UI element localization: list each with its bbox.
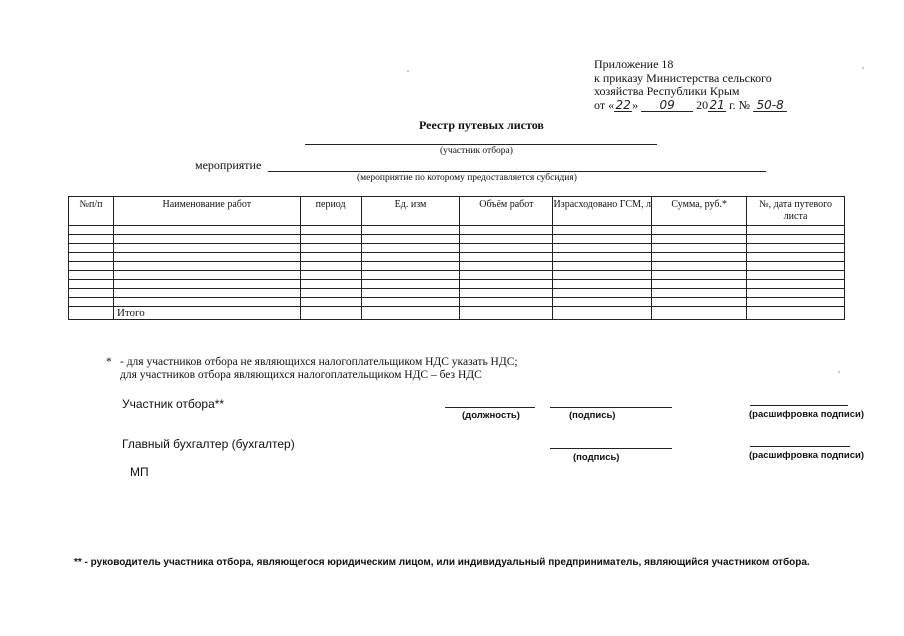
stamp-placeholder: МП <box>130 465 149 479</box>
order-reference: к приказу Министерства сельского <box>594 70 772 85</box>
table-row <box>69 262 845 271</box>
participant-signature-line <box>550 407 672 408</box>
column-header: Наименование работ <box>113 197 300 226</box>
appendix-header <box>594 58 787 112</box>
event-line <box>268 171 766 172</box>
date-mid: » <box>632 97 639 112</box>
number-prefix: г. № <box>726 97 751 112</box>
table-row <box>69 226 845 235</box>
event-label: мероприятие <box>195 158 262 172</box>
column-header: №п/п <box>69 197 114 226</box>
order-number: 50-8 <box>753 99 787 112</box>
column-header: период <box>300 197 361 226</box>
event-caption: (мероприятие по которому предоставляется субсидия) <box>357 173 577 183</box>
vat-note-star: * <box>106 356 112 368</box>
page-title: Реестр путевых листов <box>419 118 544 132</box>
accountant-signature-label: Главный бухгалтер (бухгалтер) <box>122 437 295 451</box>
table-row <box>69 298 845 307</box>
participant-signature-label: Участник отбора** <box>122 397 225 411</box>
accountant-decode-line <box>750 446 850 447</box>
order-year: 21 <box>709 97 725 112</box>
ministry-name: хозяйства Республики Крым <box>594 84 740 98</box>
column-header: Объём работ <box>460 197 553 226</box>
order-day: 22 <box>615 97 631 112</box>
column-header: Ед. изм <box>361 197 460 226</box>
footnote: ** - руководитель участника отбора, являющегося юридическим лицом, или индивидуальный предприниматель, являющийся участником отбора. <box>74 557 810 568</box>
participant-line <box>305 144 657 145</box>
order-date-line <box>594 99 787 113</box>
scan-speck <box>407 70 409 72</box>
table-row <box>69 289 845 298</box>
table-row <box>69 280 845 289</box>
order-month: 09 <box>641 99 693 112</box>
scan-speck <box>862 67 864 69</box>
participant-decode-line <box>750 405 848 406</box>
accountant-decode-caption: (расшифровка подписи) <box>749 450 865 461</box>
column-header: Сумма, руб.* <box>652 197 747 226</box>
vat-note-line-1: - для участников отбора не являющихся налогоплательщиком НДС указать НДС; <box>120 356 518 368</box>
table-row <box>69 235 845 244</box>
appendix-number: Приложение 18 <box>594 57 674 71</box>
scan-speck <box>838 371 840 373</box>
participant-decode-caption: (расшифровка подписи) <box>749 409 865 420</box>
participant-caption: (участник отбора) <box>440 146 513 156</box>
accountant-signature-caption: (подпись) <box>573 452 620 463</box>
position-line <box>445 407 535 408</box>
date-prefix: от « <box>594 97 615 112</box>
table-row <box>69 271 845 280</box>
year-prefix: 20 <box>696 97 709 112</box>
column-header: Израсходовано ГСМ, л <box>553 197 652 226</box>
table-header-row <box>69 197 845 226</box>
total-row <box>69 307 845 320</box>
table-row <box>69 244 845 253</box>
column-header: №, дата путевого листа <box>747 197 845 226</box>
total-label: Итого <box>113 307 300 320</box>
accountant-signature-line <box>550 448 672 449</box>
participant-signature-caption: (подпись) <box>569 410 616 421</box>
table-row <box>69 253 845 262</box>
vat-note-line-2: для участников отбора являющихся налогоплательщиком НДС – без НДС <box>120 369 482 381</box>
position-caption: (должность) <box>462 410 520 421</box>
registry-table <box>68 196 845 320</box>
